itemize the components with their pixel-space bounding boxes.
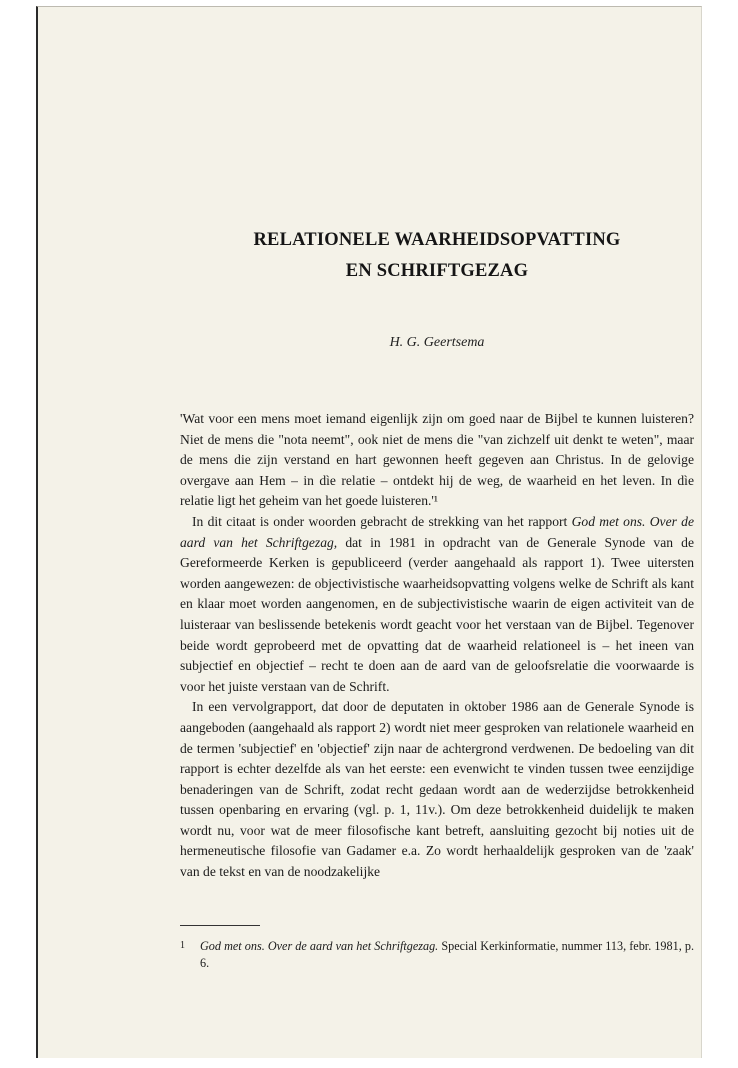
title-line-2: EN SCHRIFTGEZAG — [345, 261, 529, 281]
article-title — [180, 225, 694, 287]
footnote-text — [180, 938, 694, 972]
article-body — [180, 409, 694, 883]
author-name: H. G. Geertsema — [389, 335, 485, 350]
paragraph-3: In een vervolgrapport, dat door de deputaten in oktober 1986 aan de Generale Synode is aangeboden (aangehaald als rapport 2) wordt niet meer gesproken van relationele waarheid en de termen 'subjectief' en 'objectief' zijn naar de achtergrond verdwenen. De bedoeling van dit rapport is echter dezelfde als van het eerste: een evenwicht te vinden tussen twee eenzijdige benaderingen van de Schrift, zodat recht gedaan wordt aan de wederzijdse betrokkenheid tussen openbaring en ervaring (vgl. p. 1, 11v.). Om deze betrokkenheid duidelijk te maken wordt nu, voor wat de meer filosofische kant betreft, aansluiting gezocht bij noties uit de hermeneutische filosofie van Gadamer e.a. Zo wordt herhaaldelijk gesproken van de 'zaak' van de tekst en van de noodzakelijke — [180, 699, 694, 880]
footnote-source-italic: God met ons. Over de aard van het Schriftgezag. — [200, 939, 439, 953]
footnote-source-rest: Special Kerkinformatie, nummer 113, febr. 1981, p. 6. — [200, 939, 694, 970]
footnote — [180, 938, 694, 972]
report-title-italic: God met ons. Over de aard van het Schriftgezag, — [180, 513, 694, 550]
title-line-1: RELATIONELE WAARHEIDSOPVATTING — [253, 230, 621, 250]
footnote-divider — [180, 925, 260, 926]
paragraph-2-start: In dit citaat is onder woorden gebracht de strekking van het rapport — [192, 513, 572, 529]
paragraph-2 — [180, 512, 694, 697]
paragraph-1: 'Wat voor een mens moet iemand eigenlijk zijn om goed naar de Bijbel te kunnen luisteren? Niet de mens die "nota neemt", ook niet de mens die "van zichzelf uit denkt te weten", maar de mens die zijn verstand en hart gewonnen heeft gegeven aan Christus. In de gelovige overgave aan Hem – in dìe relatie – ontdekt hij de weg, de waarheid en het leven. In dìe relatie ligt het geheim van het goede luisteren.'¹ — [180, 411, 694, 509]
footnote-number: 1 — [180, 940, 185, 951]
scanned-page — [36, 6, 702, 1058]
paragraph-2-rest: dat in 1981 in opdracht van de Generale Synode van de Gereformeerde Kerken is gepubliceerd (verder aangehaald als rapport 1). Twee uitersten worden aangewezen: de objectivistische waarheidsopvatting volgens welke de Schrift als kant en klaar moet worden aangenomen, en de subjectivistische waarin de eigen activiteit van de luisteraar van beslissende betekenis wordt geacht voor het verstaan van de Bijbel. Tegenover beide wordt geprobeerd met de opvatting dat de waarheid relationeel is – het ineen van subjectief en objectief – recht te doen aan de aard van de geloofsrelatie die voorwaarde is voor het juiste verstaan van de Schrift. — [180, 534, 694, 694]
